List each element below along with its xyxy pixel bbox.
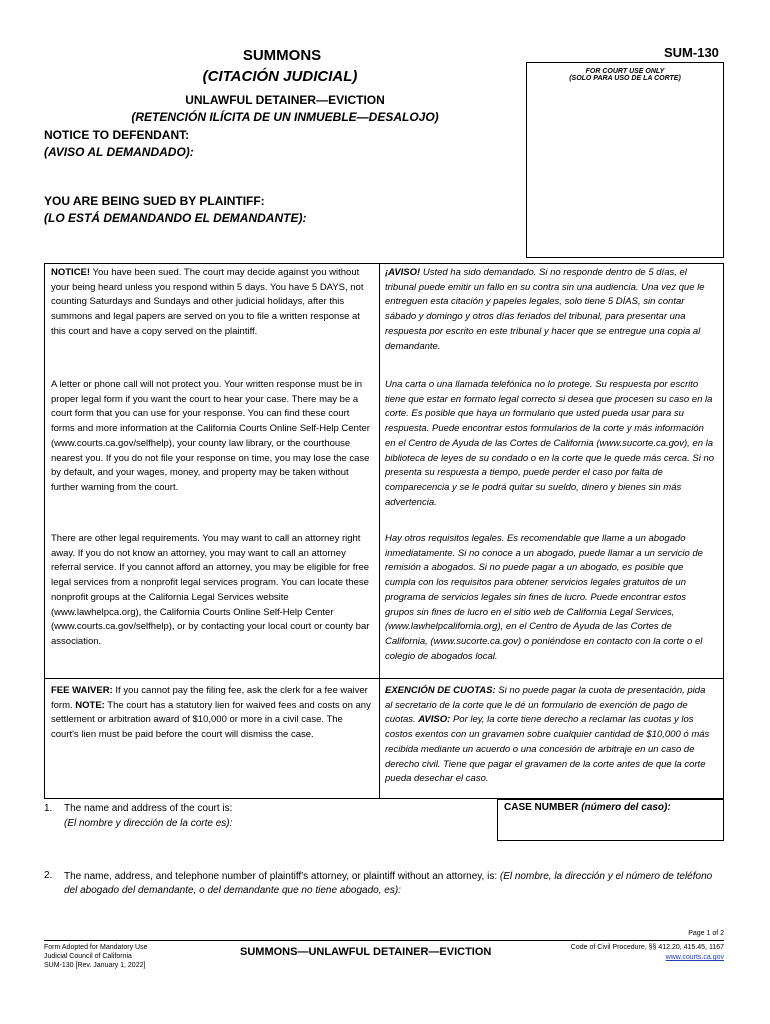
aviso-paragraph-3: Hay otros requisitos legales. Es recomendable que llame a un abogado inmediatamente. Si no conoce a un abogado, puede llamar a un servicio de remisión a abogados. Si no puede pagar a un abogado, es posible que cumpla con los requisitos para obtener servicios legales gratuitos de un programa de servicios legales sin fines de lucro. Puede encontrar estos grupos sin fines de lucro en el sitio web de California Legal Services, (www.lawhelpcalifornia.org), en el Centro de Ayuda de las Cortes de California, (www.sucorte.ca.gov) o poniéndose en contacto con la corte o el colegio de abogados local. xyxy=(385,533,703,662)
aviso-paragraph-1: ¡AVISO! Usted ha sido demandado. Si no responde dentro de 5 días, el tribunal puede emitir un fallo en su contra sin una audiencia. Una vez que le entreguen esta citación y papeles legales, solo tiene 5 DÍAS, sin contar sábado y domingo y otros días feriados del tribunal, para presentar una respuesta por escrito en este tribunal y hacer que se entregue una copia al demandante. xyxy=(385,267,705,352)
case-number-box[interactable] xyxy=(497,799,724,841)
footer-code-citation: Code of Civil Procedure, §§ 412.20, 415.45, 1167 www.courts.ca.gov xyxy=(520,943,724,963)
item-1-label: The name and address of the court is: xyxy=(64,803,233,814)
item-1-label-es: (El nombre y dirección de la corte es): xyxy=(64,818,233,829)
aviso-paragraph-2: Una carta o una llamada telefónica no lo protege. Su respuesta por escrito tiene que estar en formato legal correcto si desea que procesen su caso en la corte. Es posible que haya un formulario que usted pueda usar para su respuesta. Puede encontrar estos formularios de la corte y más información en el Centro de Ayuda de las Cortes de California (www.sucorte.ca.gov), en la biblioteca de leyes de su condado o en la corte que le quede más cerca. Si no presenta su respuesta a tiempo, puede perder el caso por falta de comparecencia y se le podrá quitar su sueldo, dinero y bienes sin más advertencia. xyxy=(385,379,715,508)
footer-form-info: Form Adopted for Mandatory Use Judicial Council of California SUM-130 [Rev. January 1, 2022] xyxy=(44,944,148,969)
notice-box xyxy=(44,263,724,799)
row-divider xyxy=(45,678,723,679)
case-number-label-es: (número del caso): xyxy=(578,802,671,813)
notice-paragraph-3: There are other legal requirements. You may want to call an attorney right away. If you do not know an attorney, you may want to call an attorney referral service. If you cannot afford an attorney, you may be eligible for free legal services from a nonprofit legal services program. You can locate these nonprofit groups at the California Legal Services website (www.lawhelpca.org), the California Courts Online Self-Help Center (www.courts.ca.gov/selfhelp), or by contacting your local court or county bar association. xyxy=(51,533,370,647)
form-title: SUMMONS xyxy=(242,47,322,64)
plaintiff-label-es: (LO ESTÁ DEMANDANDO EL DEMANDANTE): xyxy=(44,211,307,225)
footer-rule xyxy=(44,940,724,941)
courts-website-link[interactable]: www.courts.ca.gov xyxy=(665,954,724,961)
form-subtitle: UNLAWFUL DETAINER—EVICTION xyxy=(185,93,385,107)
plaintiff-label: YOU ARE BEING SUED BY PLAINTIFF: xyxy=(44,194,265,208)
court-name-address-field[interactable] xyxy=(64,834,484,864)
item-2-number: 2. xyxy=(44,870,53,881)
footer-title: SUMMONS—UNLAWFUL DETAINER—EVICTION xyxy=(240,946,492,958)
column-divider xyxy=(379,264,380,798)
attorney-info-field[interactable] xyxy=(64,900,724,926)
defendant-label-es: (AVISO AL DEMANDADO): xyxy=(44,145,194,159)
court-use-box[interactable] xyxy=(526,62,724,258)
plaintiff-field[interactable] xyxy=(44,228,514,258)
item-2-label: The name, address, and telephone number of plaintiff's attorney, or plaintiff without an attorney, is: (El nombre, la dirección y el número de teléfono del abogado del demandante, o del demandante que no tiene abogado, es): xyxy=(64,871,713,896)
court-use-label-es: (SOLO PARA USO DE LA CORTE) xyxy=(569,75,681,82)
notice-paragraph-1: NOTICE! You have been sued. The court may decide against you without your being heard unless you respond within 5 days. You have 5 DAYS, not counting Saturdays and Sundays and other judicial holidays, after this summons and legal papers are served on you to file a written response at this court and have a copy served on the plaintiff. xyxy=(51,267,364,337)
notice-paragraph-2: A letter or phone call will not protect you. Your written response must be in proper legal form if you want the court to hear your case. There may be a court form that you can use for your response. You can find these court forms and more information at the California Courts Online Self-Help Center (www.courts.ca.gov/selfhelp), your county law library, or the courthouse nearest you. If you do not file your response on time, you may lose the case by default, and your wages, money, and property may be taken without further warning from the court. xyxy=(51,379,370,493)
page-number: Page 1 of 2 xyxy=(688,930,724,937)
court-use-label: FOR COURT USE ONLY xyxy=(585,68,665,75)
form-title-es: (CITACIÓN JUDICIAL) xyxy=(202,68,358,85)
form-subtitle-es: (RETENCIÓN ILÍCITA DE UN INMUEBLE—DESALOJO) xyxy=(131,110,439,124)
item-1-number: 1. xyxy=(44,803,53,814)
defendant-label: NOTICE TO DEFENDANT: xyxy=(44,128,190,142)
fee-waiver-paragraph: FEE WAIVER: If you cannot pay the filing fee, ask the clerk for a fee waiver form. NOTE: The court has a statutory lien for waived fees and costs on any settlement or arbitration award of $10,000 or more in a civil case. The court's lien must be paid before the court will dismiss the case. xyxy=(51,685,371,741)
case-number-label: CASE NUMBER xyxy=(504,802,579,813)
form-number: SUM-130 xyxy=(664,45,719,60)
exencion-paragraph: EXENCIÓN DE CUOTAS: Si no puede pagar la cuota de presentación, pida al secretario de la corte que le dé un formulario de exención de pago de cuotas. AVISO: Por ley, la corte tiene derecho a reclamar las cuotas y los costos exentos con un gravamen sobre cualquier cantidad de $10,000 ó más recibida mediante un acuerdo o una concesión de arbitraje en un caso de derecho civil. Tiene que pagar el gravamen de la corte antes de que la corte pueda desechar el caso. xyxy=(385,685,710,785)
defendant-field[interactable] xyxy=(44,162,514,190)
